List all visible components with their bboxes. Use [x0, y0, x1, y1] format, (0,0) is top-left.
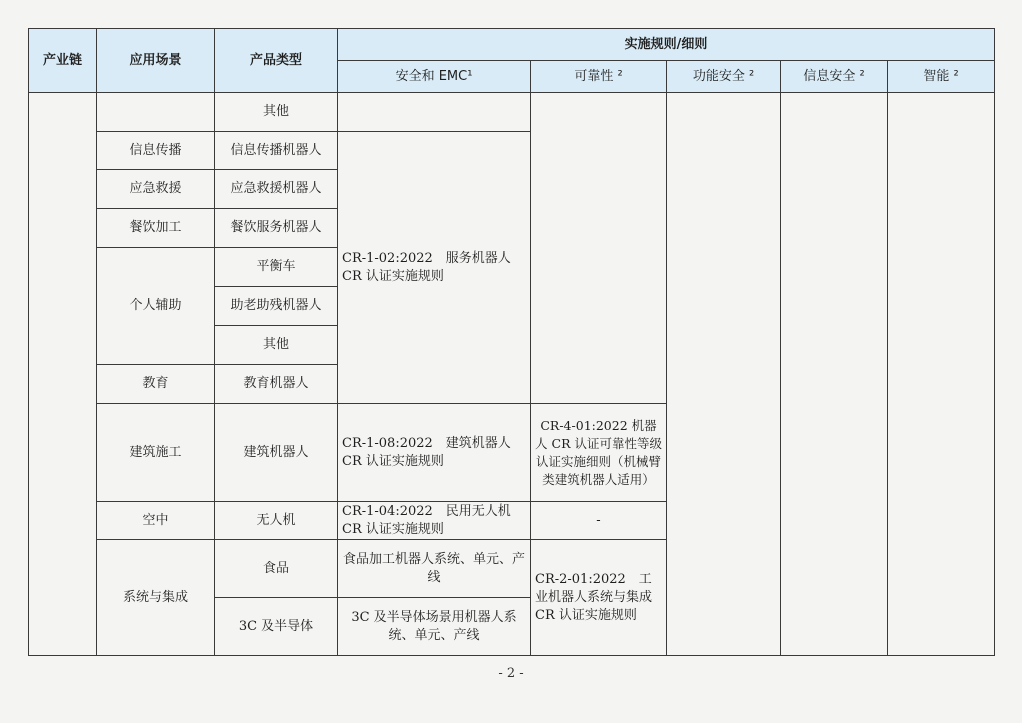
header-product: 产品类型 [215, 29, 338, 93]
product-info: 信息传播机器人 [215, 132, 338, 170]
rule-civil-drone: CR-1-04:2022 民用无人机 CR 认证实施规则 [338, 502, 531, 540]
product-other-2: 其他 [215, 326, 338, 365]
chain-system-integration: 系统与集成 [97, 540, 215, 656]
rule-industrial-system: CR-2-01:2022 工业机器人系统与集成 CR 认证实施规则 [531, 540, 667, 656]
rule-construction-robot: CR-1-08:2022 建筑机器人 CR 认证实施规则 [338, 404, 531, 502]
header-scenario: 应用场景 [97, 29, 215, 93]
chain-cell-service [29, 93, 97, 656]
product-education: 教育机器人 [215, 365, 338, 404]
scenario-air: 空中 [97, 502, 215, 540]
scenario-info: 信息传播 [97, 132, 215, 170]
rule-service-robot: CR-1-02:2022 服务机器人 CR 认证实施规则 [338, 132, 531, 404]
header-reliability: 可靠性 ² [531, 61, 667, 93]
page-number: - 2 - [498, 666, 524, 681]
scenario-catering: 餐饮加工 [97, 209, 215, 248]
reliability-cell-service [531, 93, 667, 404]
functional-safety-cell-service [667, 93, 781, 656]
safety-cell-blank [338, 93, 531, 132]
product-food: 食品加工机器人系统、单元、产线 [338, 540, 531, 598]
product-other-1: 其他 [215, 93, 338, 132]
header-chain: 产业链 [29, 29, 97, 93]
scenario-construction: 建筑施工 [97, 404, 215, 502]
scenario-food: 食品 [215, 540, 338, 598]
product-construction: 建筑机器人 [215, 404, 338, 502]
product-drone: 无人机 [215, 502, 338, 540]
scenario-cell-blank [97, 93, 215, 132]
information-security-cell-merged [781, 93, 888, 656]
product-balance: 平衡车 [215, 248, 338, 287]
header-functional-safety: 功能安全 ² [667, 61, 781, 93]
product-catering: 餐饮服务机器人 [215, 209, 338, 248]
reliability-air-dash: - [531, 502, 667, 540]
scenario-education: 教育 [97, 365, 215, 404]
scenario-personal: 个人辅助 [97, 248, 215, 365]
product-elderly-assist: 助老助残机器人 [215, 287, 338, 326]
certification-rules-table [28, 28, 995, 656]
header-information-security: 信息安全 ² [781, 61, 888, 93]
product-rescue: 应急救援机器人 [215, 170, 338, 209]
intelligence-cell-service [888, 93, 995, 656]
scenario-rescue: 应急救援 [97, 170, 215, 209]
header-rules: 实施规则/细则 [338, 29, 995, 61]
header-intelligence: 智能 ² [888, 61, 995, 93]
rule-reliability-construction: CR-4-01:2022 机器人 CR 认证可靠性等级认证实施细则（机械臂类建筑机器人适用） [531, 404, 667, 502]
product-3c-semiconductor: 3C 及半导体场景用机器人系统、单元、产线 [338, 598, 531, 656]
header-safety-emc: 安全和 EMC¹ [338, 61, 531, 93]
scenario-3c-semiconductor: 3C 及半导体 [215, 598, 338, 656]
